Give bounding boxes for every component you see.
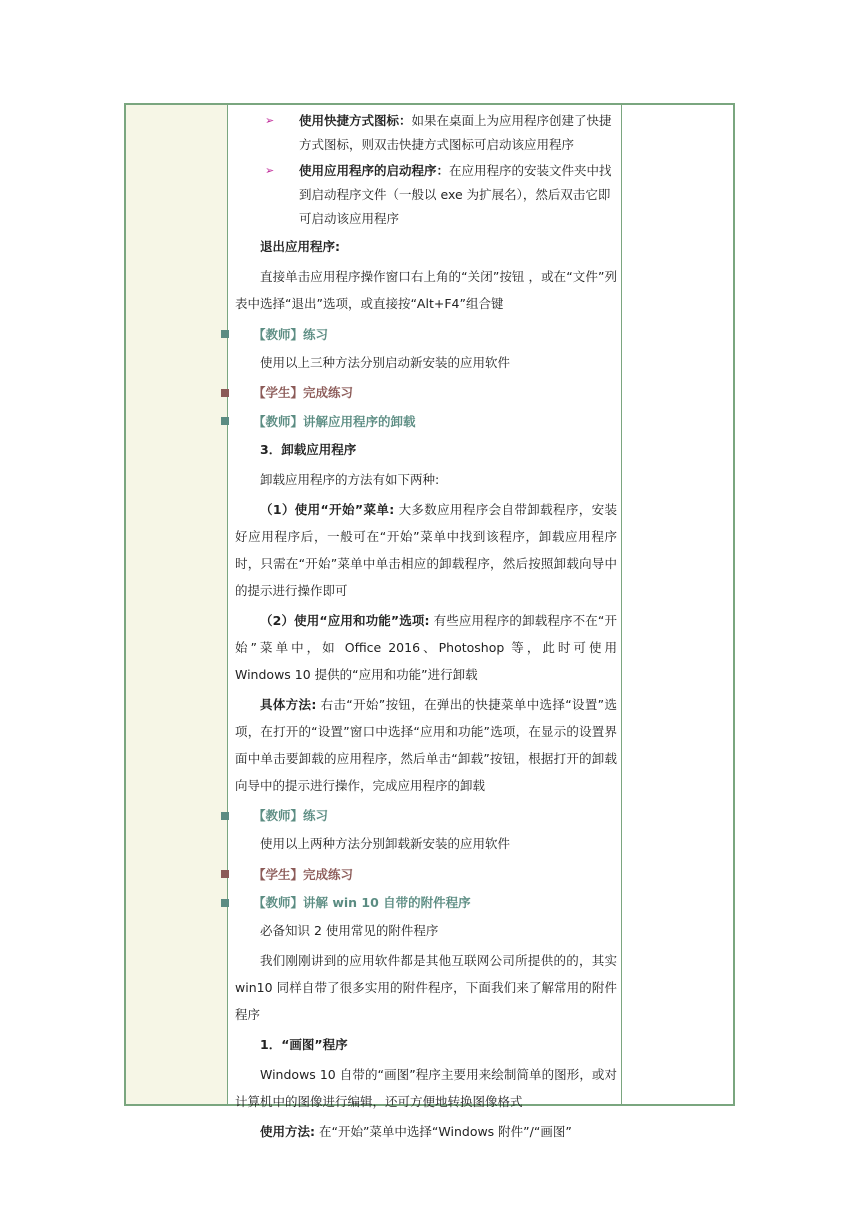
square-bullet-icon (221, 417, 229, 425)
paint-text: Windows 10 自带的“画图”程序主要用来绘制简单的图形，或对计算机中的图像进行编辑，还可方便地转换图像格式 (235, 1067, 617, 1109)
right-column (621, 105, 733, 1104)
student-complete-item: 【学生】完成练习 (221, 379, 617, 408)
content-column (235, 107, 617, 1148)
square-bullet-icon (221, 870, 229, 878)
bullet-item (235, 157, 617, 231)
teacher-practice-item: 【教师】练习 (221, 802, 617, 831)
arrow-bullet-icon: ➢ (265, 114, 275, 127)
practice-text: 使用以上三种方法分别启动新安装的应用软件 (260, 354, 511, 370)
knowledge-title: 必备知识 2 使用常见的附件程序 (260, 923, 439, 938)
uninstall-heading: 3．卸载应用程序 (260, 441, 357, 457)
accessories-intro: 我们刚刚讲到的应用软件都是其他互联网公司所提供的的，其实 win10 同样自带了很多实用的附件程序，下面我们来了解常用的附件程序 (235, 953, 617, 1022)
uninstall-intro: 卸载应用程序的方法有如下两种: (260, 471, 440, 487)
square-bullet-icon (221, 389, 229, 397)
paint-heading: 1．“画图”程序 (260, 1037, 348, 1052)
exit-heading: 退出应用程序: (260, 239, 340, 254)
bullet-lead: 使用快捷方式图标： (299, 113, 412, 128)
lesson-table (124, 103, 735, 1139)
square-bullet-icon (221, 812, 229, 820)
practice-text: 使用以上两种方法分别卸载新安装的应用软件 (260, 836, 511, 851)
square-bullet-icon (221, 330, 229, 338)
bullet-text: 如果在桌面上为应用程序创建了快捷方式图标，则双击快捷方式图标可启动该应用程序 (299, 113, 612, 152)
square-bullet-icon (221, 899, 229, 907)
bullet-text: 在应用程序的安装文件夹中找到启动程序文件（一般以 exe 为扩展名），然后双击它即可启动该应用程序 (299, 163, 612, 226)
teacher-uninstall-item: 【教师】讲解应用程序的卸载 (221, 407, 617, 436)
exit-text: 直接单击应用程序操作窗口右上角的“关闭”按钮 ，或在“文件”列表中选择“退出”选项，或直接按“Alt+F4”组合键 (235, 269, 617, 311)
method-one: （1）使用“开始”菜单: 大多数应用程序会自带卸载程序，安装好应用程序后，一般可在“开始”菜单中找到该程序，卸载应用程序时，只需在“开始”菜单中单击相应的卸载程序，然后按照卸载向导中的提示进行操作即可 (235, 501, 617, 598)
specific-method: 具体方法: 右击“开始”按钮，在弹出的快捷菜单中选择“设置”选项，在打开的“设置”窗口中选择“应用和功能”选项，在显示的设置界面中单击要卸载的应用程序，然后单击“卸载”按钮，根据打开的卸载向导中的提示进行操作，完成应用程序的卸载 (235, 696, 617, 793)
left-column (126, 105, 228, 1104)
bullet-lead: 使用应用程序的启动程序： (299, 163, 450, 178)
method-two: （2）使用“应用和功能”选项: 有些应用程序的卸载程序不在“开始”菜单中，如 Office 2016、Photoshop 等，此时可使用 Windows 10 提供的“应用和功能”进行卸载 (235, 612, 617, 682)
teacher-accessories-item: 【教师】讲解 win 10 自带的附件程序 (221, 889, 617, 918)
teacher-practice-item: 【教师】练习 (221, 320, 617, 349)
arrow-bullet-icon: ➢ (265, 164, 275, 177)
bullet-item (235, 107, 617, 157)
student-complete-item: 【学生】完成练习 (221, 860, 617, 889)
usage-method: 使用方法: 在“开始”菜单中选择“Windows 附件”/“画图” (260, 1124, 572, 1139)
